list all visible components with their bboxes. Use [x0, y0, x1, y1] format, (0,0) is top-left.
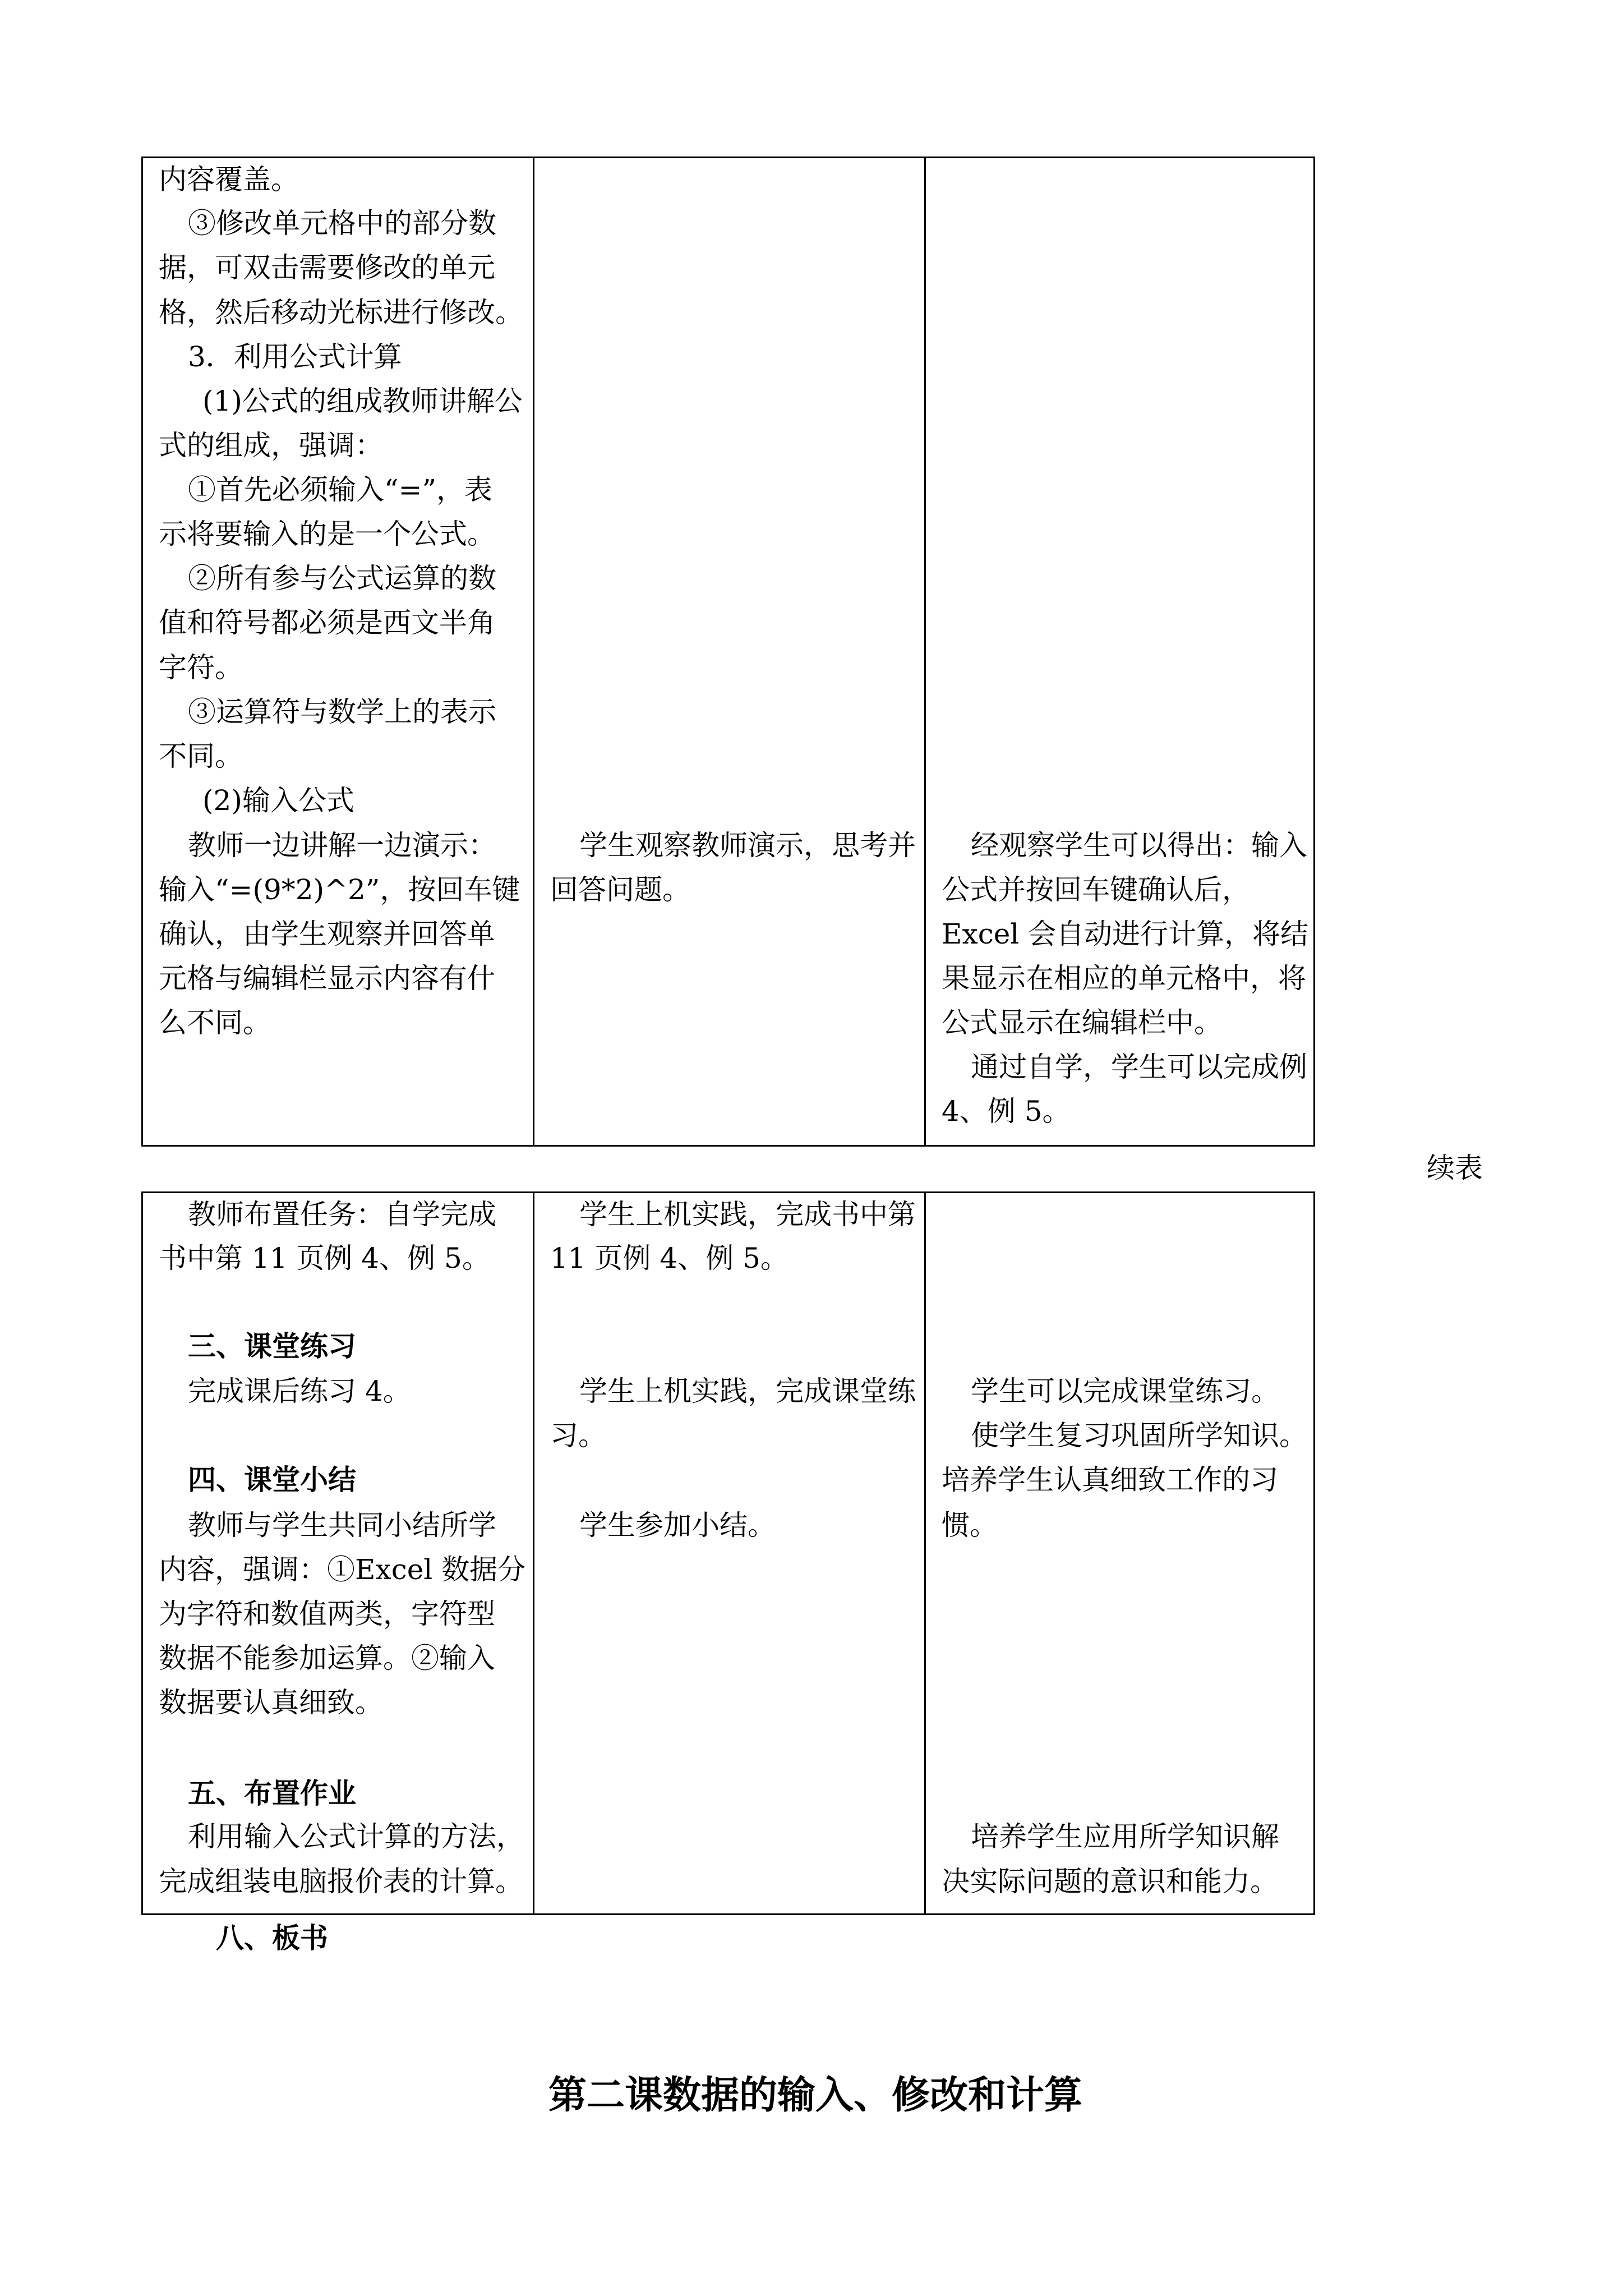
student-activity-cell: [534, 1193, 925, 1915]
summary-line: 内容，强调：①Excel 数据分: [159, 1553, 526, 1586]
intent-line: 培养学生应用所学知识解: [971, 1820, 1279, 1853]
content-line: 格，然后移动光标进行修改。: [159, 296, 523, 329]
design-intent-cell: [925, 158, 1315, 1146]
design-intent-cell: [925, 1193, 1315, 1915]
lesson-table-1: [141, 157, 1315, 1147]
content-line: 输入“=(9*2)^2”，按回车键: [159, 873, 520, 906]
content-line: 式的组成，强调：: [159, 429, 383, 462]
content-line: 据，可双击需要修改的单元: [159, 251, 495, 284]
continued-label: 续表: [1427, 1152, 1483, 1184]
intent-line: 经观察学生可以得出：输入: [971, 829, 1307, 862]
activity-line: 学生上机实践，完成课堂练: [579, 1375, 916, 1407]
intent-line: 公式显示在编辑栏中。: [942, 1006, 1222, 1039]
content-line: ③运算符与数学上的表示: [188, 696, 496, 728]
activity-line: 学生观察教师演示，思考并: [579, 829, 916, 862]
summary-line: 数据要认真细致。: [159, 1686, 383, 1719]
content-line: ②所有参与公式运算的数: [188, 562, 496, 595]
board-title: 第二课数据的输入、修改和计算: [548, 2073, 1083, 2118]
board-heading: 八、板书: [216, 1921, 328, 1954]
practice-heading: 三、课堂练习: [188, 1329, 356, 1363]
teaching-content-cell: [142, 1193, 534, 1915]
content-line: 么不同。: [159, 1006, 271, 1039]
activity-line: 习。: [550, 1419, 606, 1452]
intent-line: 公式并按回车键确认后，: [942, 873, 1250, 906]
activity-line: 学生上机实践，完成书中第: [579, 1198, 916, 1231]
content-line: 内容覆盖。: [159, 163, 299, 196]
homework-heading: 五、布置作业: [188, 1777, 356, 1810]
content-line: (1)公式的组成教师讲解公: [202, 385, 523, 417]
task-line: 书中第 11 页例 4、例 5。: [159, 1242, 490, 1274]
intent-line: 果显示在相应的单元格中，将: [942, 962, 1306, 995]
intent-line: 使学生复习巩固所学知识。: [971, 1419, 1307, 1452]
summary-line: 为字符和数值两类，字符型: [159, 1598, 495, 1630]
intent-line: Excel 会自动进行计算，将结: [942, 918, 1309, 950]
intent-line: 通过自学，学生可以完成例: [971, 1051, 1307, 1083]
content-line: 字符。: [159, 651, 243, 684]
practice-line: 完成课后练习 4。: [188, 1375, 411, 1407]
content-line: 值和符号都必须是西文半角: [159, 606, 495, 639]
intent-line: 培养学生认真细致工作的习: [942, 1464, 1278, 1496]
content-line: 3．利用公式计算: [188, 341, 402, 373]
intent-line: 决实际问题的意识和能力。: [942, 1865, 1278, 1898]
summary-heading: 四、课堂小结: [188, 1463, 356, 1496]
summary-line: 数据不能参加运算。②输入: [159, 1642, 495, 1674]
intent-line: 4、例 5。: [942, 1095, 1071, 1128]
content-line: (2)输入公式: [202, 784, 354, 817]
content-line: ①首先必须输入“=”，表: [188, 473, 493, 506]
intent-line: 学生可以完成课堂练习。: [971, 1375, 1279, 1407]
content-line: 确认，由学生观察并回答单: [159, 918, 495, 950]
student-activity-cell: [534, 158, 925, 1146]
task-line: 教师布置任务：自学完成: [188, 1198, 496, 1231]
activity-line: 回答问题。: [550, 873, 690, 906]
teaching-content-cell: [142, 158, 534, 1146]
summary-line: 教师与学生共同小结所学: [188, 1509, 496, 1542]
content-line: 教师一边讲解一边演示：: [188, 829, 496, 862]
homework-line: 完成组装电脑报价表的计算。: [159, 1865, 523, 1898]
homework-line: 利用输入公式计算的方法，: [188, 1820, 524, 1853]
activity-line: 学生参加小结。: [579, 1509, 776, 1542]
content-line: 示将要输入的是一个公式。: [159, 518, 495, 550]
activity-line: 11 页例 4、例 5。: [550, 1242, 789, 1274]
intent-line: 惯。: [942, 1509, 998, 1542]
content-line: ③修改单元格中的部分数: [188, 207, 496, 240]
content-line: 元格与编辑栏显示内容有什: [159, 962, 495, 995]
content-line: 不同。: [159, 740, 243, 772]
lesson-table-2: [141, 1191, 1315, 1915]
